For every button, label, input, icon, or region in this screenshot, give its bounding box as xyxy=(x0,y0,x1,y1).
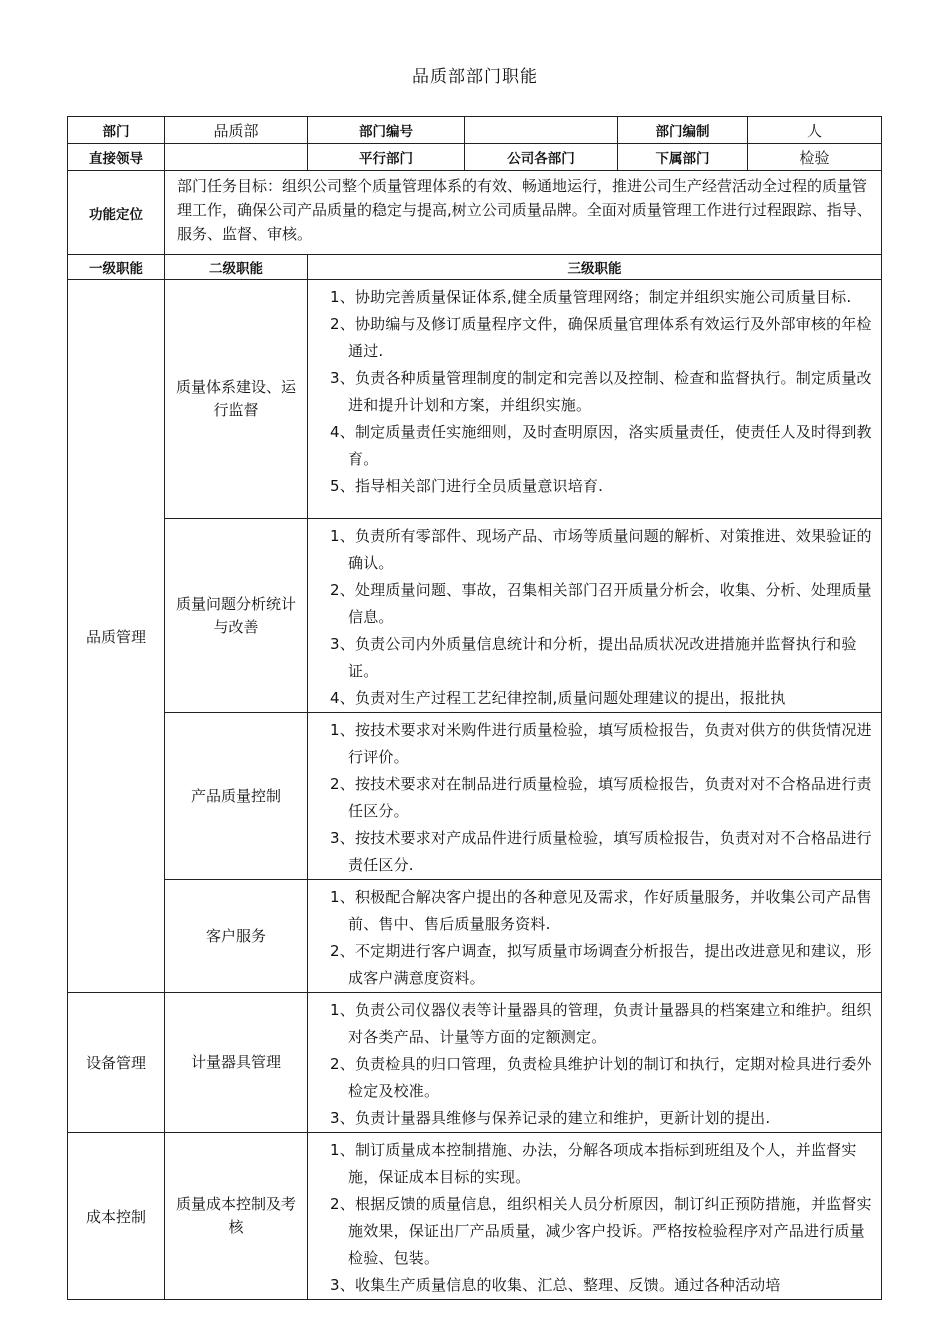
page-title: 品质部部门职能 xyxy=(412,67,538,87)
level2-quality-system: 质量体系建设、运行监督 xyxy=(165,280,308,519)
list-item: 4、制定质量责任实施细则，及时查明原因，洛实质量责任，使责任人及时得到教育。 xyxy=(330,423,872,468)
level1-equipment-management: 设备管理 xyxy=(68,993,165,1133)
column-header-level1: 一级职能 xyxy=(68,255,165,280)
list-item: 3、负责计量器具维修与保养记录的建立和维护，更新计划的提出. xyxy=(330,1109,771,1127)
column-header-level3: 三级职能 xyxy=(308,255,882,280)
level3-quality-cost-items xyxy=(308,1133,882,1300)
level2-product-quality-control: 产品质量控制 xyxy=(165,713,308,880)
list-item: 1、按技术要求对米购件进行质量检验，填写质检报告，负责对供方的供货情况进行评价。 xyxy=(330,721,872,766)
list-item: 1、负责公司仪器仪表等计量器具的管理，负责计量器具的档案建立和维护。组织对各类产品、计量等方面的定额测定。 xyxy=(330,1001,872,1046)
function-position-text: 部门任务目标：组织公司整个质量管理体系的有效、畅通地运行，推进公司生产经营活动全过程的质量管理工作，确保公司产品质量的稳定与提高,树立公司质量品牌。全面对质量管理工作进行过程跟踪、指导、服务、监督、审核。 xyxy=(165,171,882,255)
leader-label: 直接领导 xyxy=(68,144,165,171)
dept-code-value xyxy=(465,117,618,144)
leader-value xyxy=(165,144,308,171)
list-item: 1、制订质量成本控制措施、办法，分解各项成本指标到班组及个人，并监督实施，保证成本目标的实现。 xyxy=(330,1141,857,1186)
level3-measuring-items xyxy=(308,993,882,1133)
level2-customer-service: 客户服务 xyxy=(165,880,308,993)
list-item: 2、按技术要求对在制品进行质量检验，填写质检报告，负责对对不合格品进行责任区分。 xyxy=(330,775,872,820)
parallel-dept-label: 平行部门 xyxy=(308,144,465,171)
list-item: 3、负责各种质量管理制度的制定和完善以及控制、检查和监督执行。制定质量改进和提升计划和方案，并组织实施。 xyxy=(330,369,872,414)
level3-customer-service-items xyxy=(308,880,882,993)
level3-quality-system-items xyxy=(308,280,882,519)
level2-quality-cost: 质量成本控制及考核 xyxy=(165,1133,308,1300)
list-item: 2、不定期进行客户调查，拟写质量市场调查分析报告，提出改进意见和建议，形成客户满意度资料。 xyxy=(330,942,872,987)
list-item: 1、积极配合解决客户提出的各种意见及需求，作好质量服务，并收集公司产品售前、售中、售后质量服务资料. xyxy=(330,888,872,933)
list-item: 2、负责检具的归口管理，负责检具维护计划的制订和执行，定期对检具进行委外检定及校准。 xyxy=(330,1055,872,1100)
sub-dept-label: 下属部门 xyxy=(618,144,748,171)
level2-measuring-instruments: 计量器具管理 xyxy=(165,993,308,1133)
level3-product-quality-items xyxy=(308,713,882,880)
function-position-label: 功能定位 xyxy=(68,171,165,255)
level1-cost-control: 成本控制 xyxy=(68,1133,165,1300)
list-item: 3、收集生产质量信息的收集、汇总、整理、反馈。通过各种活动培 xyxy=(330,1276,781,1294)
dept-staff-label: 部门编制 xyxy=(618,117,748,144)
dept-code-label: 部门编号 xyxy=(308,117,465,144)
list-item: 1、负责所有零部件、现场产品、市场等质量问题的解析、对策推进、效果验证的确认。 xyxy=(330,527,872,572)
dept-label: 部门 xyxy=(68,117,165,144)
list-item: 3、负责公司内外质量信息统计和分析，提出品质状况改进措施并监督执行和验证。 xyxy=(330,635,857,680)
level2-quality-issue-analysis: 质量问题分析统计与改善 xyxy=(165,519,308,713)
list-item: 2、根据反馈的质量信息，组织相关人员分析原因，制订纠正预防措施，并监督实施效果，保证出厂产品质量，减少客户投诉。严格按检验程序对产品进行质量检验、包装。 xyxy=(330,1195,872,1267)
level3-quality-issue-items xyxy=(308,519,882,713)
list-item: 2、处理质量问题、事故，召集相关部门召开质量分析会，收集、分析、处理质量信息。 xyxy=(330,581,872,626)
list-item: 2、协助编与及修订质量程序文件，确保质量官理体系有效运行及外部审核的年检通过. xyxy=(330,315,872,360)
dept-value: 品质部 xyxy=(165,117,308,144)
list-item: 4、负责对生产过程工艺纪律控制,质量问题处理建议的提出，报批执 xyxy=(330,689,786,707)
list-item: 3、按技术要求对产成品件进行质量检验，填写质检报告，负责对对不合格品进行责任区分. xyxy=(330,829,872,874)
column-header-level2: 二级职能 xyxy=(165,255,308,280)
department-function-table xyxy=(67,116,882,1300)
dept-staff-value: 人 xyxy=(748,117,882,144)
parallel-dept-value: 公司各部门 xyxy=(465,144,618,171)
level1-quality-management: 品质管理 xyxy=(68,280,165,993)
sub-dept-value: 检验 xyxy=(748,144,882,171)
list-item: 5、指导相关部门进行全员质量意识培育. xyxy=(330,477,604,495)
list-item: 1、协助完善质量保证体系,健全质量管理网络；制定并组织实施公司质量目标. xyxy=(330,288,852,306)
